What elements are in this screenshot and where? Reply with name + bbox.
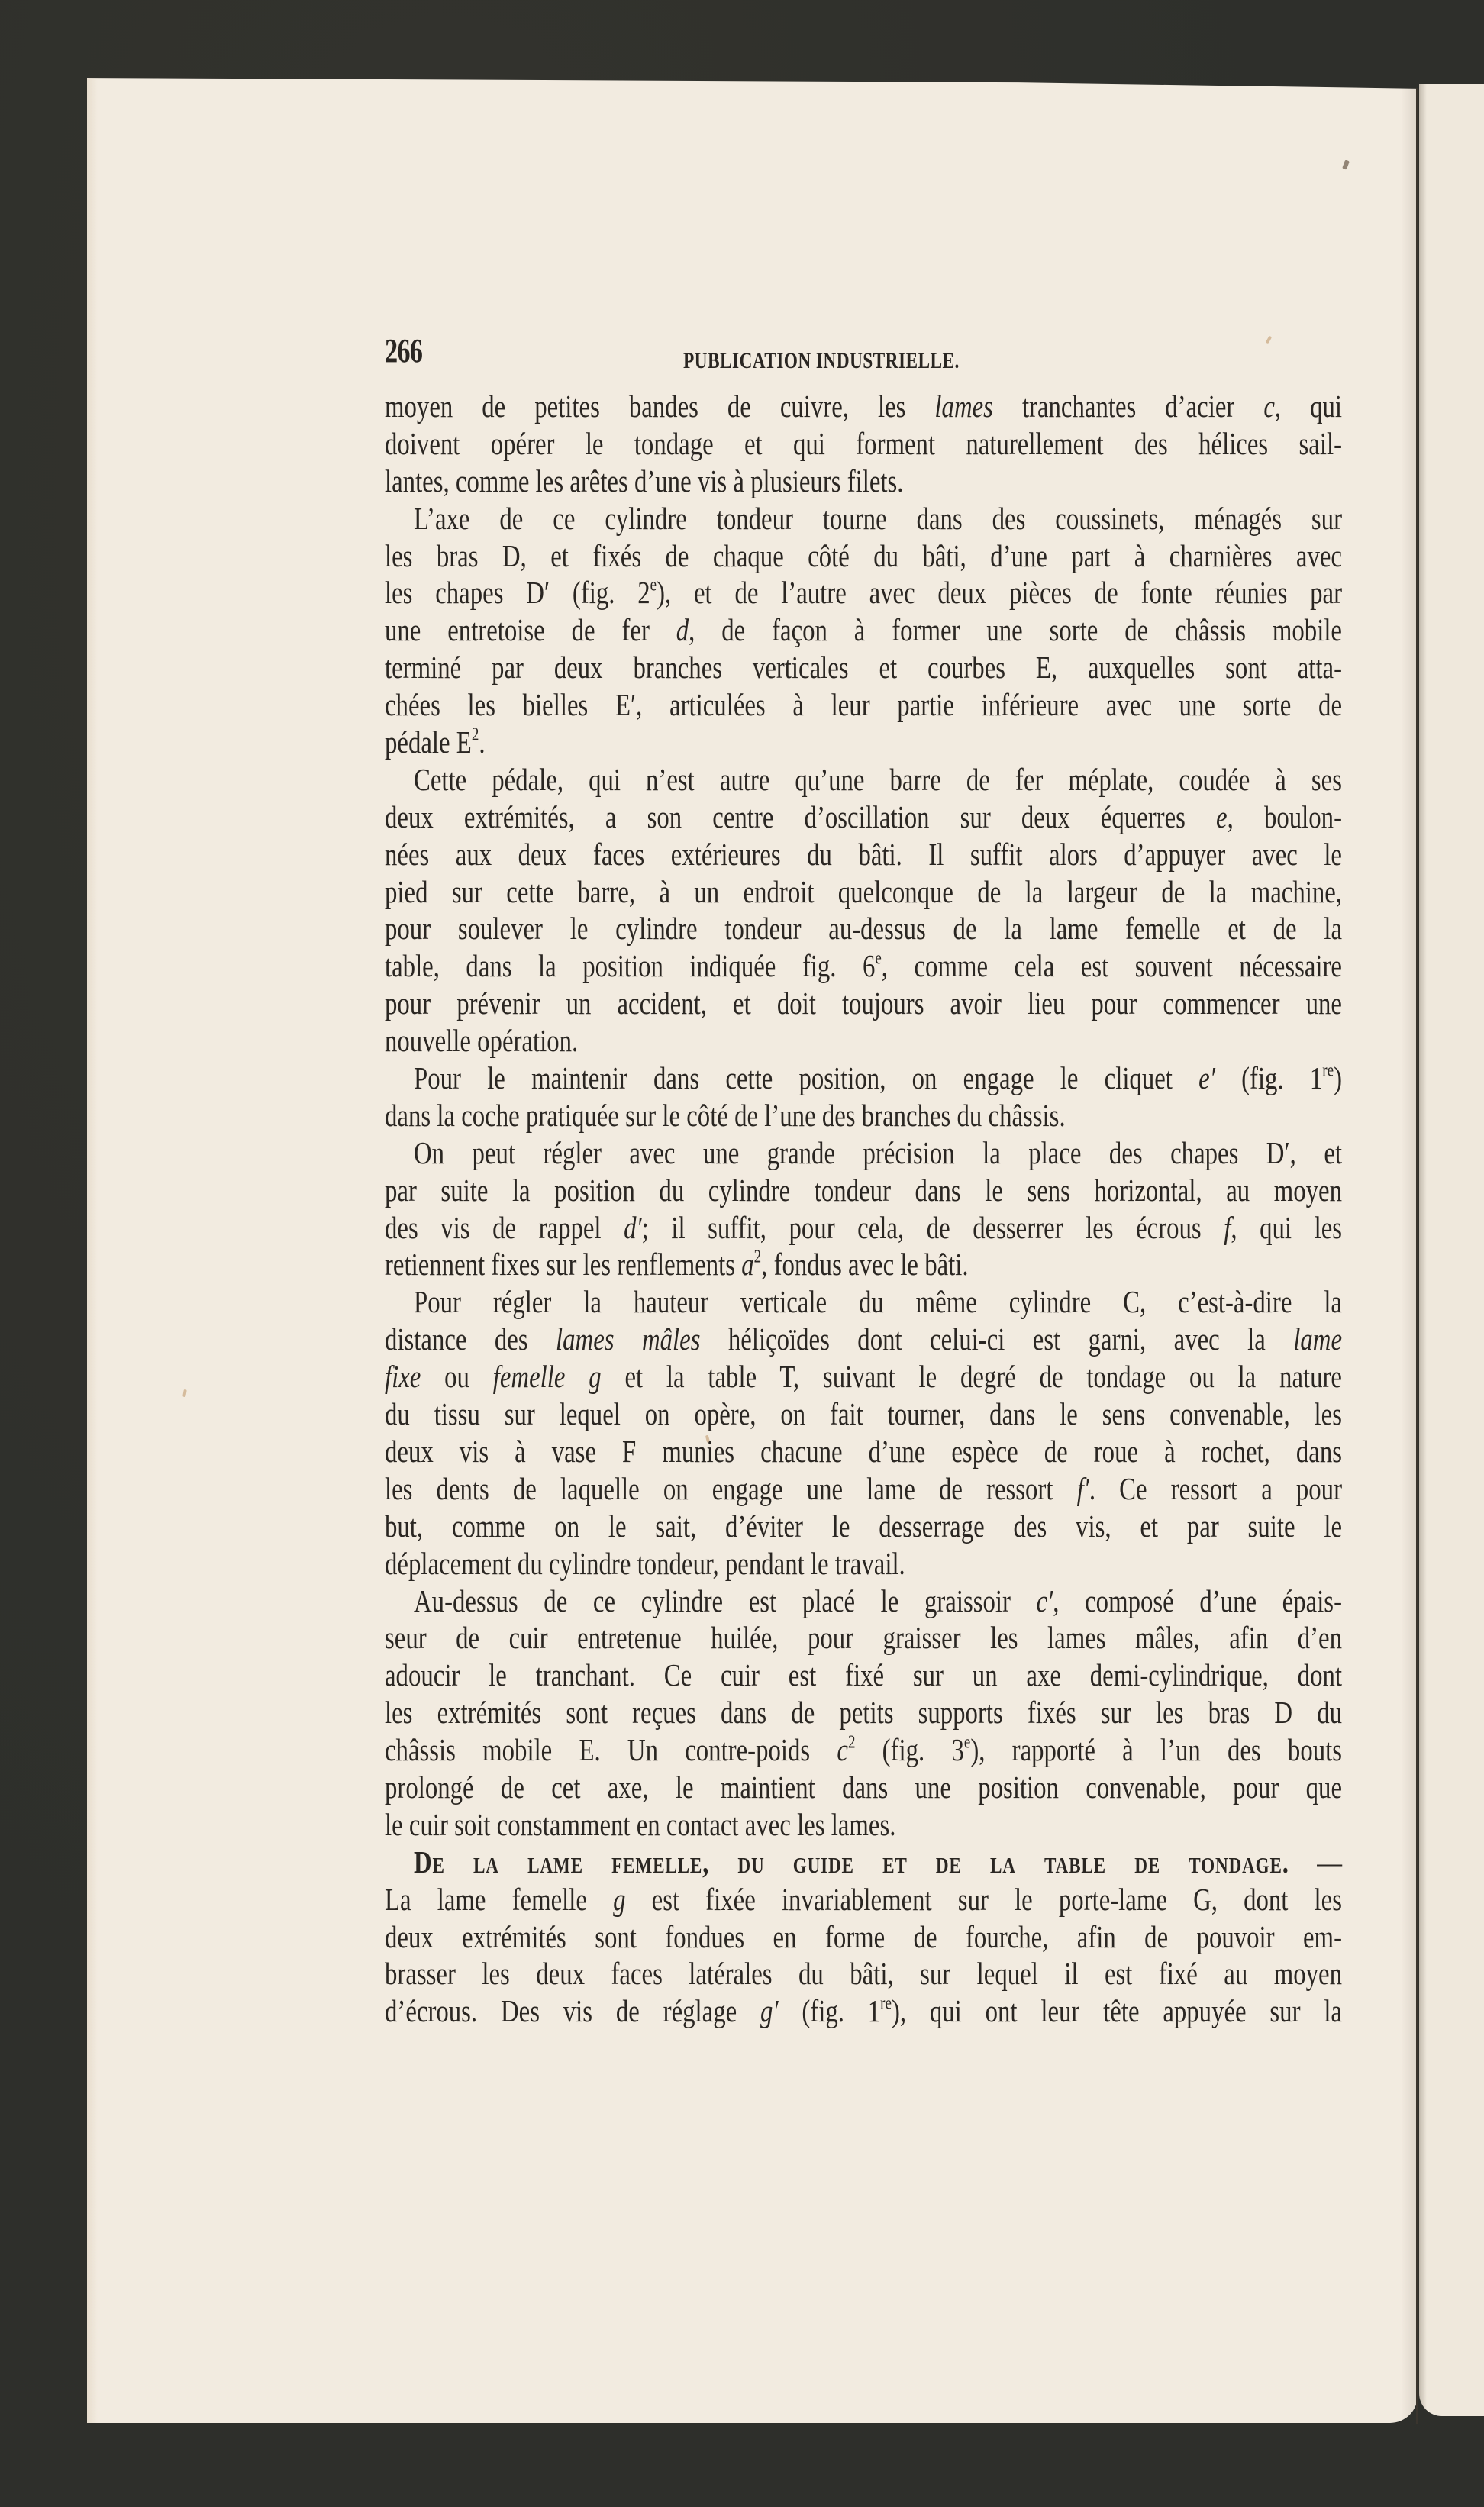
text-run: des vis de rappel bbox=[385, 1209, 624, 1245]
text-run: , qui les bbox=[1231, 1209, 1343, 1245]
running-title: PUBLICATION INDUSTRIELLE. bbox=[683, 348, 960, 373]
text-line bbox=[385, 1470, 1342, 1508]
text-line bbox=[385, 686, 1342, 724]
text-run: ), qui ont leur tête appuyée sur la bbox=[891, 1993, 1342, 2029]
text-line bbox=[385, 1955, 1342, 1992]
italic-text: fixe bbox=[385, 1359, 421, 1395]
text-line-content bbox=[385, 1992, 1342, 2030]
text-line-content bbox=[385, 611, 1342, 649]
text-run: , boulon- bbox=[1227, 799, 1342, 834]
text-line bbox=[385, 1060, 1342, 1097]
text-run: Au-dessus de ce cylindre est placé le graissoir bbox=[414, 1583, 1037, 1618]
running-head bbox=[385, 328, 1342, 373]
italic-text: f′ bbox=[1076, 1470, 1089, 1506]
text-line-content bbox=[385, 1545, 905, 1583]
text-run: nées aux deux faces extérieures du bâti. Il suffit alors d’appuyer avec le bbox=[385, 836, 1342, 872]
page-gutter bbox=[1416, 88, 1418, 2424]
text-run: une entretoise de fer bbox=[385, 612, 676, 648]
text-line-content bbox=[385, 799, 1342, 836]
text-line-content bbox=[385, 1395, 1342, 1433]
text-line bbox=[385, 1731, 1342, 1769]
text-line-content bbox=[385, 463, 904, 500]
text-line-content bbox=[414, 500, 1342, 537]
text-line bbox=[385, 1844, 1342, 1881]
text-line-content bbox=[385, 1694, 1342, 1731]
text-run: Pour le maintenir dans cette position, on engage le cliquet bbox=[414, 1060, 1199, 1096]
superscript: 2 bbox=[847, 1732, 856, 1753]
text-run: distance des bbox=[385, 1321, 556, 1357]
italic-text: d bbox=[676, 612, 689, 648]
text-line bbox=[385, 1918, 1342, 1956]
italic-text: c′ bbox=[1036, 1583, 1053, 1618]
text-line-content bbox=[385, 1321, 1342, 1358]
text-run: chées les bielles E′, articulées à leur partie inférieure avec une sorte de bbox=[385, 687, 1342, 723]
text-line-content bbox=[385, 537, 1342, 575]
text-line bbox=[385, 947, 1342, 985]
page-number: 266 bbox=[385, 332, 423, 369]
italic-text: g′ bbox=[760, 1993, 779, 2029]
text-run: (fig. 1 bbox=[1215, 1060, 1323, 1096]
superscript: re bbox=[1322, 1060, 1334, 1081]
text-line-content bbox=[385, 1022, 578, 1060]
superscript: re bbox=[880, 1993, 892, 2014]
text-line-content bbox=[385, 836, 1342, 873]
text-line-content bbox=[385, 724, 486, 761]
text-line-content bbox=[414, 1583, 1342, 1620]
text-line bbox=[385, 1508, 1342, 1545]
text-run: but, comme on le sait, d’éviter le desserrage des vis, et par suite le bbox=[385, 1508, 1342, 1544]
text-line bbox=[385, 799, 1342, 836]
section-heading: De la lame femelle, du guide et de la table de tondage. bbox=[414, 1844, 1289, 1879]
text-line-content bbox=[385, 1508, 1342, 1545]
text-run: deux vis à vase F munies chacune d’une espèce de roue à rochet, dans bbox=[385, 1433, 1342, 1469]
text-run: , de façon à former une sorte de châssis mobile bbox=[689, 612, 1342, 648]
text-run: adoucir le tranchant. Ce cuir est fixé sur un axe demi-cylindrique, dont bbox=[385, 1657, 1342, 1693]
text-run: On peut régler avec une grande précision la place des chapes D′, et bbox=[414, 1134, 1342, 1170]
text-line-content bbox=[385, 1955, 1342, 1992]
text-line-content bbox=[385, 388, 1342, 425]
text-line bbox=[385, 463, 1342, 500]
text-run: Pour régler la hauteur verticale du même cylindre C, c’est-à-dire la bbox=[414, 1284, 1342, 1320]
text-line bbox=[385, 910, 1342, 947]
text-run: pour prévenir un accident, et doit toujours avoir lieu pour commencer une bbox=[385, 986, 1342, 1021]
text-line bbox=[385, 1992, 1342, 2030]
text-line-content bbox=[385, 1209, 1342, 1247]
text-line bbox=[385, 1134, 1342, 1172]
text-line bbox=[385, 1172, 1342, 1209]
text-run: doivent opérer le tondage et qui forment naturellement des hélices sail- bbox=[385, 425, 1342, 461]
text-line bbox=[385, 1395, 1342, 1433]
text-run: ; il suffit, pour cela, de desserrer les écrous bbox=[641, 1209, 1224, 1245]
text-line-content bbox=[385, 1619, 1342, 1657]
text-run: — bbox=[1289, 1844, 1342, 1879]
text-line bbox=[385, 388, 1342, 425]
text-line-content bbox=[385, 1470, 1342, 1508]
text-line-content bbox=[385, 947, 1342, 985]
text-run: lantes, comme les arêtes d’une vis à plusieurs filets. bbox=[385, 463, 904, 498]
text-line-content bbox=[385, 1731, 1342, 1769]
text-run: pied sur cette barre, à un endroit quelconque de la largeur de la machine, bbox=[385, 873, 1342, 909]
text-run: La lame femelle bbox=[385, 1881, 614, 1917]
italic-text: lames mâles bbox=[556, 1321, 701, 1357]
text-run: les dents de laquelle on engage une lame de ressort bbox=[385, 1470, 1077, 1506]
text-line bbox=[385, 1246, 1342, 1283]
superscript: e bbox=[963, 1732, 971, 1753]
text-run: les extrémités sont reçues dans de petits supports fixés sur les bras D du bbox=[385, 1695, 1342, 1731]
italic-text: femelle g bbox=[492, 1359, 602, 1395]
text-line bbox=[385, 1209, 1342, 1247]
text-line bbox=[385, 1657, 1342, 1694]
text-line-content bbox=[385, 686, 1342, 724]
text-line bbox=[385, 1321, 1342, 1358]
italic-text: g bbox=[613, 1881, 626, 1917]
text-line bbox=[385, 1769, 1342, 1806]
text-line bbox=[385, 500, 1342, 537]
italic-text: lame bbox=[1293, 1321, 1342, 1357]
text-run: deux extrémités sont fondues en forme de fourche, afin de pouvoir em- bbox=[385, 1918, 1342, 1954]
text-run: pédale E bbox=[385, 724, 472, 760]
text-run: ), et de l’autre avec deux pièces de fonte réunies par bbox=[657, 575, 1343, 611]
text-run: (fig. 1 bbox=[778, 1993, 881, 2029]
text-line-content bbox=[414, 1134, 1342, 1172]
text-run: , qui bbox=[1274, 389, 1342, 424]
text-line-content bbox=[385, 1433, 1342, 1470]
text-run: d’écrous. Des vis de réglage bbox=[385, 1993, 760, 2029]
text-line-content bbox=[414, 1283, 1342, 1321]
text-line-content bbox=[385, 910, 1342, 947]
text-run: les bras D, et fixés de chaque côté du bâti, d’une part à charnières avec bbox=[385, 537, 1342, 573]
text-run: est fixée invariablement sur le porte-lame G, dont les bbox=[625, 1881, 1342, 1917]
text-line bbox=[385, 425, 1342, 463]
text-run: ou bbox=[421, 1359, 493, 1395]
text-run: pour soulever le cylindre tondeur au-dessus de la lame femelle et de la bbox=[385, 911, 1342, 947]
text-line-content bbox=[414, 1844, 1342, 1881]
text-run: et la table T, suivant le degré de tondage ou la nature bbox=[601, 1359, 1342, 1395]
text-run: retiennent fixes sur les renflements bbox=[385, 1247, 742, 1283]
text-run: , comme cela est souvent nécessaire bbox=[881, 948, 1342, 984]
text-line-content bbox=[385, 1358, 1342, 1395]
text-line bbox=[385, 537, 1342, 575]
text-line-content bbox=[385, 1172, 1342, 1209]
text-line bbox=[385, 1619, 1342, 1657]
text-run: nouvelle opération. bbox=[385, 1023, 579, 1059]
text-line-content bbox=[385, 574, 1342, 611]
text-line-content bbox=[385, 1806, 895, 1844]
text-run: les chapes D′ (fig. 2 bbox=[385, 575, 650, 611]
text-line bbox=[385, 649, 1342, 686]
text-line bbox=[385, 1806, 1342, 1844]
text-run: moyen de petites bandes de cuivre, les bbox=[385, 389, 935, 424]
italic-text: c bbox=[837, 1732, 848, 1768]
text-line bbox=[385, 1881, 1342, 1918]
text-run: . Ce ressort a pour bbox=[1089, 1470, 1342, 1506]
text-line-content bbox=[385, 1769, 1342, 1806]
text-run: par suite la position du cylindre tondeur dans le sens horizontal, au moyen bbox=[385, 1172, 1342, 1208]
text-run: (fig. 3 bbox=[855, 1732, 964, 1768]
text-line-content bbox=[385, 1657, 1342, 1694]
text-run: ) bbox=[1334, 1060, 1342, 1096]
superscript: 2 bbox=[471, 724, 479, 745]
facing-page-edge bbox=[1419, 84, 1484, 2416]
italic-text: lames bbox=[934, 389, 993, 424]
text-run: déplacement du cylindre tondeur, pendant le travail. bbox=[385, 1545, 905, 1581]
text-run: L’axe de ce cylindre tondeur tourne dans des coussinets, ménagés sur bbox=[414, 500, 1342, 536]
text-line bbox=[385, 873, 1342, 911]
text-line bbox=[385, 761, 1342, 799]
text-run: héliçoïdes dont celui-ci est garni, avec la bbox=[700, 1321, 1294, 1357]
superscript: e bbox=[875, 948, 882, 969]
text-line bbox=[385, 1283, 1342, 1321]
text-line-content bbox=[385, 1097, 1066, 1134]
italic-text: d′ bbox=[624, 1209, 642, 1245]
text-run: prolongé de cet axe, le maintient dans une position convenable, pour que bbox=[385, 1769, 1342, 1805]
text-run: le cuir soit constamment en contact avec les lames. bbox=[385, 1806, 896, 1842]
text-line-content bbox=[414, 1060, 1342, 1097]
text-run: , fondus avec le bâti. bbox=[761, 1247, 969, 1283]
text-line bbox=[385, 836, 1342, 873]
text-run: dans la coche pratiquée sur le côté de l’une des branches du châssis. bbox=[385, 1097, 1066, 1133]
text-run: . bbox=[479, 724, 486, 760]
text-run: châssis mobile E. Un contre-poids bbox=[385, 1732, 837, 1768]
text-run: table, dans la position indiquée fig. 6 bbox=[385, 948, 876, 984]
superscript: e bbox=[650, 575, 657, 595]
text-run: ), rapporté à l’un des bouts bbox=[970, 1732, 1342, 1768]
text-line bbox=[385, 1358, 1342, 1395]
superscript: 2 bbox=[753, 1247, 762, 1267]
italic-text: e bbox=[1216, 799, 1228, 834]
text-line bbox=[385, 1433, 1342, 1470]
text-line-content bbox=[385, 1918, 1342, 1956]
text-run: , composé d’une épais- bbox=[1053, 1583, 1342, 1618]
text-line bbox=[385, 574, 1342, 611]
text-run: terminé par deux branches verticales et courbes E, auxquelles sont atta- bbox=[385, 650, 1342, 686]
text-line-content bbox=[385, 425, 1342, 463]
text-line bbox=[385, 724, 1342, 761]
text-line bbox=[385, 1694, 1342, 1731]
text-run: brasser les deux faces latérales du bâti, sur lequel il est fixé au moyen bbox=[385, 1956, 1342, 1992]
italic-text: c bbox=[1263, 389, 1275, 424]
italic-text: e′ bbox=[1198, 1060, 1215, 1096]
text-line bbox=[385, 1545, 1342, 1583]
text-run: tranchantes d’acier bbox=[992, 389, 1264, 424]
italic-text: f bbox=[1224, 1209, 1231, 1245]
text-line bbox=[385, 611, 1342, 649]
text-line-content bbox=[385, 1881, 1342, 1918]
text-run: du tissu sur lequel on opère, on fait tourner, dans le sens convenable, les bbox=[385, 1396, 1342, 1432]
text-line-content bbox=[385, 1246, 969, 1283]
text-run: seur de cuir entretenue huilée, pour graisser les lames mâles, afin d’en bbox=[385, 1620, 1342, 1656]
text-line-content bbox=[414, 761, 1342, 799]
text-line bbox=[385, 985, 1342, 1022]
text-run: deux extrémités, a son centre d’oscillation sur deux équerres bbox=[385, 799, 1217, 834]
body-text bbox=[385, 388, 1342, 2030]
text-line-content bbox=[385, 649, 1342, 686]
text-line-content bbox=[385, 873, 1342, 911]
text-run: Cette pédale, qui n’est autre qu’une barre de fer méplate, coudée à ses bbox=[414, 761, 1342, 797]
text-line bbox=[385, 1097, 1342, 1134]
text-line bbox=[385, 1583, 1342, 1620]
italic-text: a bbox=[741, 1247, 754, 1283]
text-line-content bbox=[385, 985, 1342, 1022]
text-line bbox=[385, 1022, 1342, 1060]
